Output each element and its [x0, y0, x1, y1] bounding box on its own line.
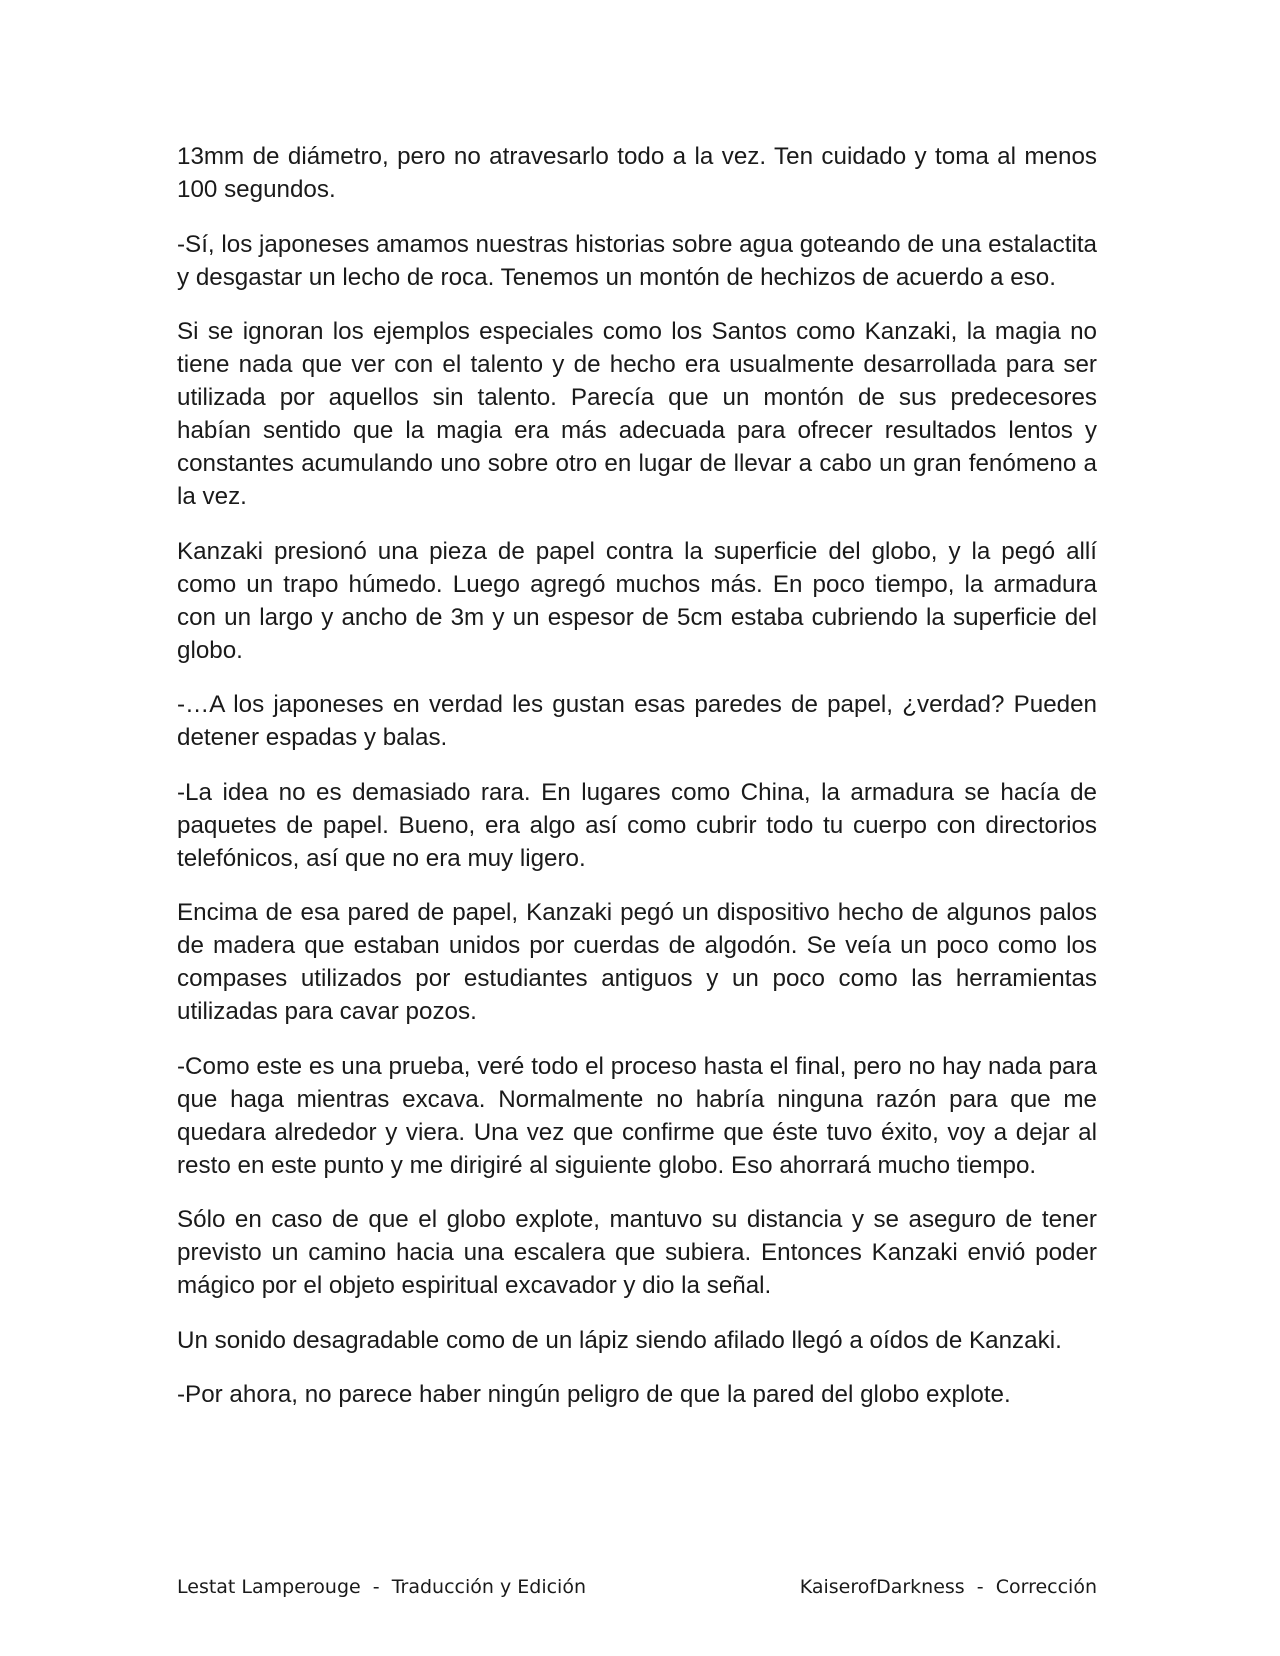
paragraph-9: Sólo en caso de que el globo explote, mantuvo su distancia y se aseguro de tener previsto un camino hacia una escalera que subiera. Entonces Kanzaki envió poder mágico por el objeto espiritual excavador y dio la señal.: [177, 1206, 1097, 1299]
paragraph-4: Kanzaki presionó una pieza de papel contra la superficie del globo, y la pegó allí como un trapo húmedo. Luego agregó muchos más. En poco tiempo, la armadura con un largo y ancho de 3m y un espesor de 5cm estaba cubriendo la superficie del globo.: [177, 537, 1097, 664]
footer-translator-credit: Lestat Lamperouge - Traducción y Edición: [177, 1576, 587, 1598]
paragraph-5: -…A los japoneses en verdad les gustan esas paredes de papel, ¿verdad? Pueden detener espadas y balas.: [177, 691, 1097, 751]
paragraph-10: Un sonido desagradable como de un lápiz siendo afilado llegó a oídos de Kanzaki.: [177, 1326, 1062, 1354]
paragraph-3: Si se ignoran los ejemplos especiales como los Santos como Kanzaki, la magia no tiene nada que ver con el talento y de hecho era usualmente desarrollada para ser utilizada por aquellos sin talento. Parecía que un montón de sus predecesores habían sentido que la magia era más adecuada para ofrecer resultados lentos y constantes acumulando uno sobre otro en lugar de llevar a cabo un gran fenómeno a la vez.: [177, 318, 1097, 510]
paragraph-11: -Por ahora, no parece haber ningún peligro de que la pared del globo explote.: [177, 1381, 1011, 1408]
paragraph-1: 13mm de diámetro, pero no atravesarlo todo a la vez. Ten cuidado y toma al menos 100 segundos.: [177, 143, 1097, 203]
paragraph-7: Encima de esa pared de papel, Kanzaki pegó un dispositivo hecho de algunos palos de madera que estaban unidos por cuerdas de algodón. Se veía un poco como los compases utilizados por estudiantes antiguos y un poco como las herramientas utilizadas para cavar pozos.: [177, 899, 1097, 1025]
footer-proofreader-credit: KaiserofDarkness - Corrección: [799, 1576, 1097, 1598]
paragraph-6: -La idea no es demasiado rara. En lugares como China, la armadura se hacía de paquetes de papel. Bueno, era algo así como cubrir todo tu cuerpo con directorios telefónicos, así que no era muy ligero.: [177, 778, 1097, 872]
paragraph-2: -Sí, los japoneses amamos nuestras historias sobre agua goteando de una estalactita y desgastar un lecho de roca. Tenemos un montón de hechizos de acuerdo a eso.: [177, 230, 1097, 291]
document-body: [177, 140, 1097, 1433]
paragraph-8: -Como este es una prueba, veré todo el proceso hasta el final, pero no hay nada para que haga mientras excava. Normalmente no habría ninguna razón para que me quedara alrededor y viera. Una vez que confirme que éste tuvo éxito, voy a dejar al resto en este punto y me dirigiré al siguiente globo. Eso ahorrará mucho tiempo.: [177, 1052, 1097, 1179]
